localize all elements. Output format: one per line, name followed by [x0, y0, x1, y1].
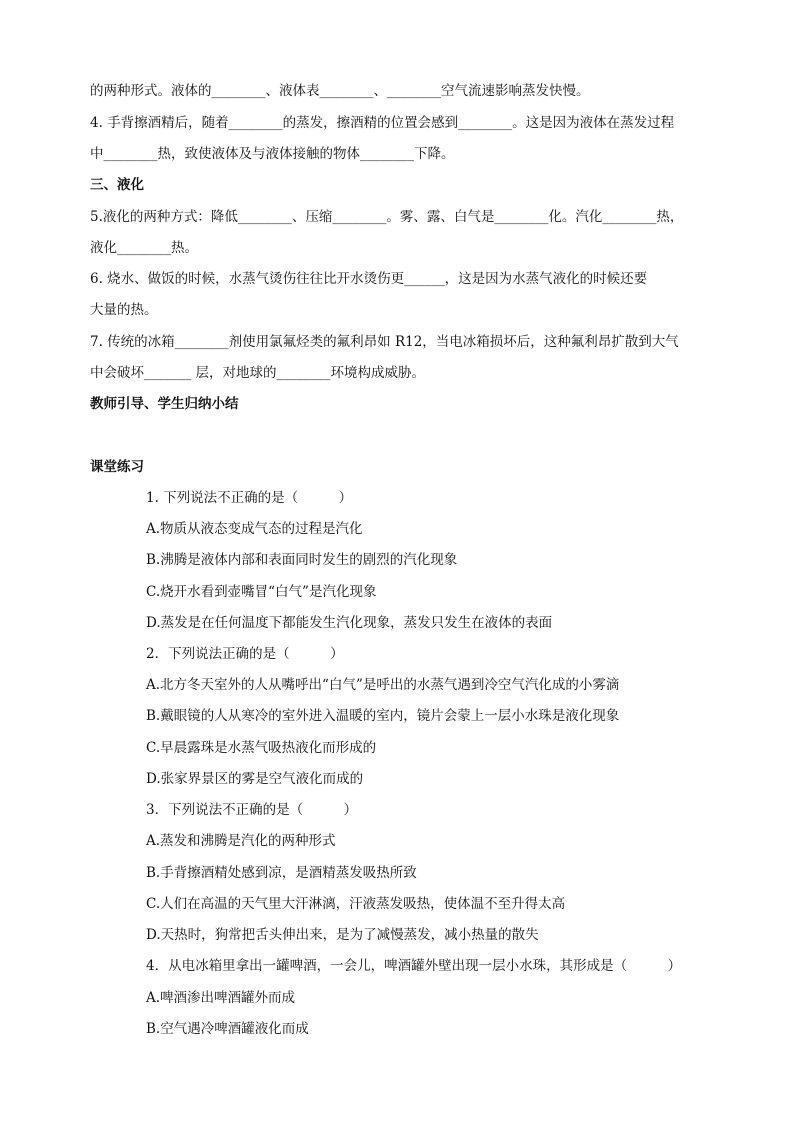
question-7-line-2: 中会破坏_______ 层，对地球的________环境构成威胁。 — [90, 365, 426, 381]
fill-in-line-1: 的两种形式。液体的________、液体表________、________空气流速影响蒸发快慢。 — [90, 83, 590, 99]
practice-q3-option-a: A.蒸发和沸腾是汽化的两种形式 — [146, 833, 336, 849]
question-5-line-1: 5.液化的两种方式：降低________、压缩________。雾、露、白气是________化。汽化________热， — [90, 209, 684, 225]
practice-q2-option-c: C.早晨露珠是水蒸气吸热液化而形成的 — [146, 740, 377, 756]
practice-q1-option-d: D.蒸发是在任何温度下都能发生汽化现象，蒸发只发生在液体的表面 — [146, 615, 553, 631]
practice-title: 课堂练习 — [90, 459, 144, 475]
question-7-line-1: 7. 传统的冰箱________剂使用氯氟烃类的氟利昂如 R12，当电冰箱损坏后，这种氟利昂扩散到大气 — [90, 334, 679, 350]
question-4-line-2: 中________热，致使液体及与液体接触的物体________下降。 — [90, 146, 455, 162]
practice-q2-option-a: A.北方冬天室外的人从嘴呼出“白气”是呼出的水蒸气遇到冷空气汽化成的小雾滴 — [146, 677, 620, 693]
practice-q2-option-b: B.戴眼镜的人从寒冷的室外进入温暖的室内，镜片会蒙上一层小水珠是液化现象 — [146, 708, 620, 724]
practice-q1-option-a: A.物质从液态变成气态的过程是汽化 — [146, 521, 363, 537]
section-heading-liquefaction: 三、液化 — [90, 177, 144, 193]
question-5-line-2: 液化________热。 — [90, 240, 198, 256]
practice-q3-option-b: B.手背擦酒精处感到凉，是酒精蒸发吸热所致 — [146, 865, 417, 881]
summary-heading: 教师引导、学生归纳小结 — [90, 396, 239, 412]
practice-q2: 2．下列说法正确的是（ ） — [146, 646, 344, 662]
practice-q3-option-c: C.人们在高温的天气里大汗淋漓，汗液蒸发吸热，使体温不至升得太高 — [146, 896, 566, 912]
practice-q2-option-d: D.张家界景区的雾是空气液化而成的 — [146, 771, 364, 787]
question-4-line-1: 4. 手背擦酒精后，随着________的蒸发，擦酒精的位置会感到________。这是因为液体在蒸发过程 — [90, 115, 675, 131]
practice-q3-option-d: D.天热时，狗常把舌头伸出来，是为了减慢蒸发，减小热量的散失 — [146, 927, 539, 943]
practice-q3: 3．下列说法不正确的是（ ） — [146, 802, 358, 818]
practice-q1-option-b: B.沸腾是液体内部和表面同时发生的剧烈的汽化现象 — [146, 552, 458, 568]
question-6-line-2: 大量的热。 — [90, 302, 158, 318]
practice-q4: 4．从电冰箱里拿出一罐啤酒，一会儿，啤酒罐外壁出现一层小水珠，其形成是（ ） — [146, 958, 682, 974]
practice-q1: 1. 下列说法不正确的是（ ） — [146, 490, 353, 506]
practice-q4-option-a: A.啤酒渗出啤酒罐外而成 — [146, 990, 296, 1006]
question-6-line-1: 6. 烧水、做饭的时候，水蒸气烫伤往往比开水烫伤更______，这是因为水蒸气液化的时候还要 — [90, 271, 648, 287]
practice-q4-option-b: B.空气遇冷啤酒罐液化而成 — [146, 1021, 309, 1037]
practice-q1-option-c: C.烧开水看到壶嘴冒“白气”是汽化现象 — [146, 584, 377, 600]
